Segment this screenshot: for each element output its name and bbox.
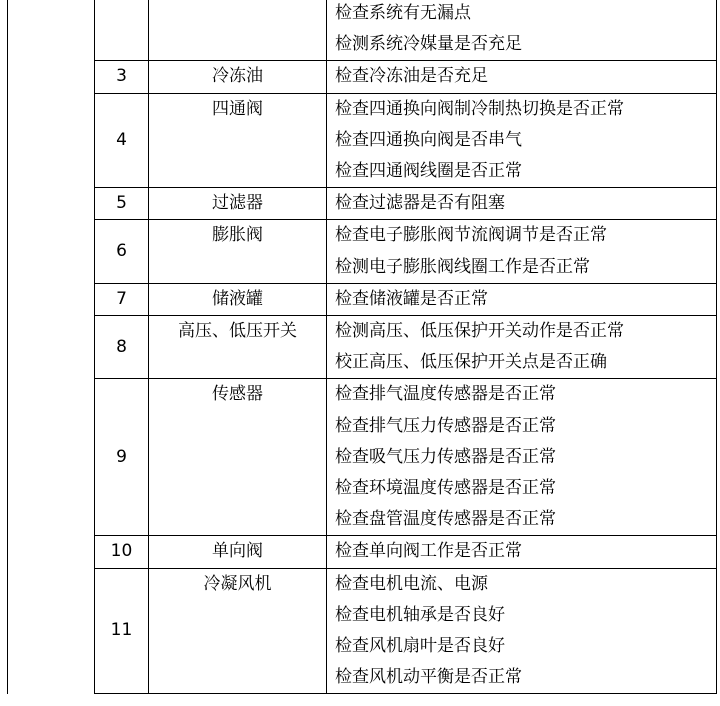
maintenance-checklist-table [7,0,717,694]
check-item-text: 检查风机动平衡是否正常 [335,667,522,688]
check-items-cell [327,61,717,93]
check-item-text: 检查系统有无漏点 [335,3,471,23]
item-number-cell: 9 [95,379,149,536]
item-number-cell: 11 [95,568,149,694]
category-cell [8,0,95,694]
component-name-cell: 储液罐 [149,283,327,315]
component-name-cell: 单向阀 [149,536,327,568]
table-row [8,61,717,93]
table-row [8,220,717,283]
check-item-text: 检测系统冷媒量是否充足 [335,34,522,55]
check-items-cell [327,283,717,315]
component-name-cell: 传感器 [149,379,327,536]
table-row [8,536,717,568]
check-item-text: 检查冷冻油是否充足 [335,66,488,87]
component-name-cell: 膨胀阀 [149,220,327,283]
check-item-text: 检查排气温度传感器是否正常 [335,384,556,405]
check-items-cell [327,220,717,283]
item-number-cell [95,0,149,61]
check-item-text: 检查盘管温度传感器是否正常 [335,509,556,530]
check-item-text: 检查四通换向阀是否串气 [335,129,522,150]
check-item-text: 检查吸气压力传感器是否正常 [335,446,556,467]
check-item-text: 检查过滤器是否有阻塞 [335,193,505,214]
component-name-cell: 冷凝风机 [149,568,327,694]
component-name-cell [149,0,327,61]
check-item-text: 检查电机电流、电源 [335,573,488,594]
check-items-cell [327,568,717,694]
component-name-cell: 过滤器 [149,188,327,220]
table-row [8,316,717,379]
table-row [8,188,717,220]
check-item-text: 校正高压、低压保护开关点是否正确 [335,352,607,373]
item-number-cell: 7 [95,283,149,315]
item-number-cell: 4 [95,93,149,188]
check-items-cell [327,188,717,220]
check-item-text: 检查储液罐是否正常 [335,288,488,309]
check-item-text: 检查四通阀线圈是否正常 [335,161,522,182]
check-item-text: 检查风机扇叶是否良好 [335,636,505,657]
check-item-text: 检查环境温度传感器是否正常 [335,478,556,499]
item-number-cell: 5 [95,188,149,220]
table-row [8,93,717,188]
table-row [8,379,717,536]
check-item-text: 检查排气压力传感器是否正常 [335,415,556,436]
check-item-text: 检查四通换向阀制冷制热切换是否正常 [335,98,624,119]
item-number-cell: 6 [95,220,149,283]
check-item-text: 检查电机轴承是否良好 [335,604,505,625]
check-items-cell [327,379,717,536]
check-item-text: 检测电子膨胀阀线圈工作是否正常 [335,256,590,277]
component-name-cell: 冷冻油 [149,61,327,93]
item-number-cell: 8 [95,316,149,379]
check-item-text: 检测高压、低压保护开关动作是否正常 [335,321,624,342]
component-name-cell: 高压、低压开关 [149,316,327,379]
table-body [8,0,717,694]
check-items-cell [327,316,717,379]
check-items-cell [327,0,717,61]
item-number-cell: 3 [95,61,149,93]
check-item-text: 检查单向阀工作是否正常 [335,541,522,562]
table-row [8,568,717,694]
check-items-cell [327,93,717,188]
check-items-cell [327,536,717,568]
table-row [8,283,717,315]
check-item-text: 检查电子膨胀阀节流阀调节是否正常 [335,225,607,246]
item-number-cell: 10 [95,536,149,568]
component-name-cell: 四通阀 [149,93,327,188]
table-row [8,0,717,61]
